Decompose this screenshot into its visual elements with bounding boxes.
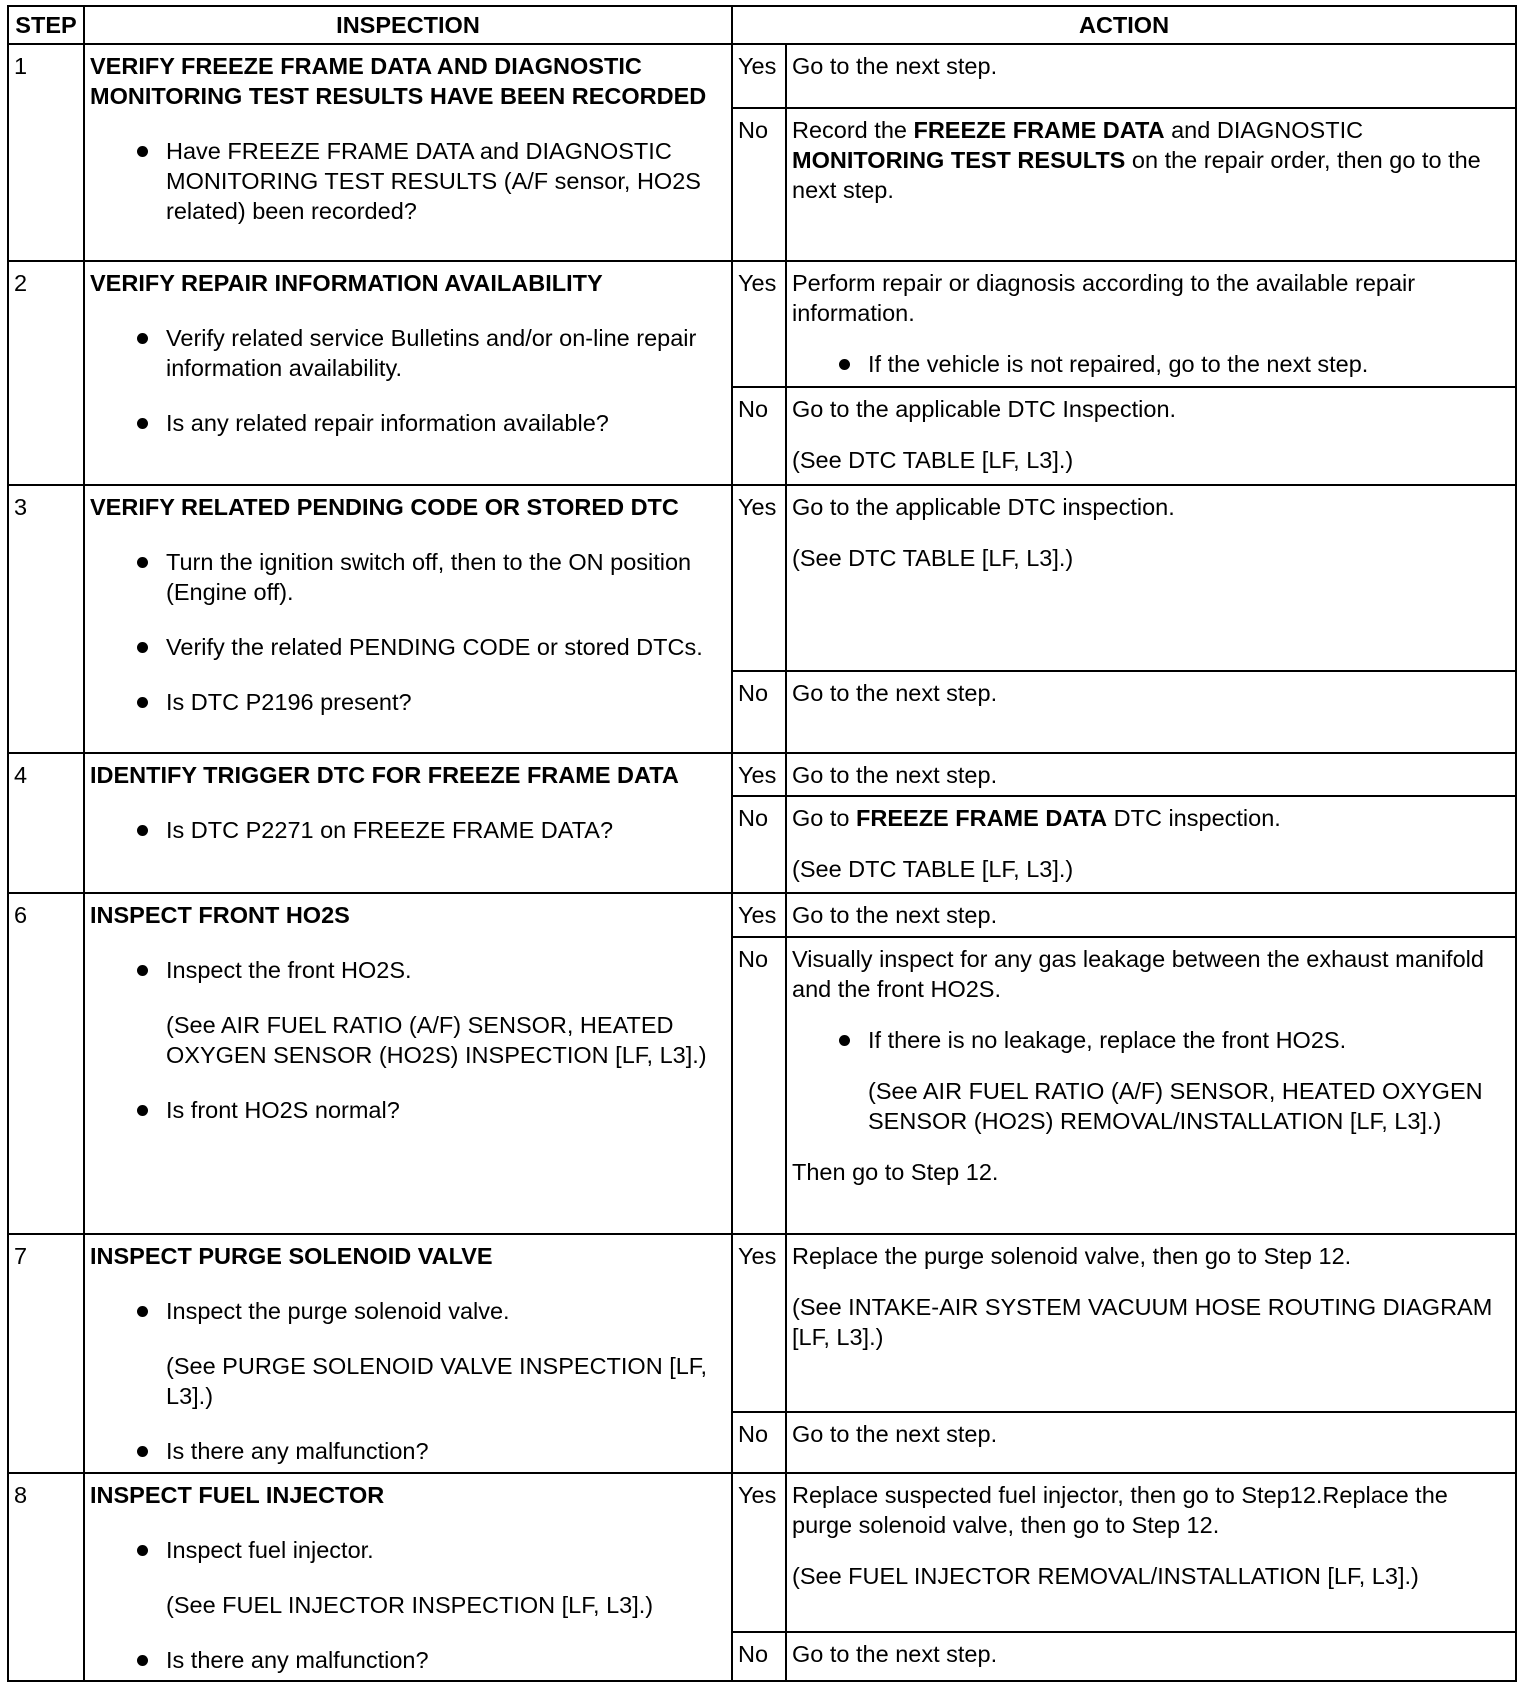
action-text-bold: FREEZE FRAME DATA bbox=[856, 805, 1108, 831]
yes-action bbox=[786, 1234, 1516, 1412]
yes-label: Yes bbox=[732, 44, 786, 108]
step-number: 3 bbox=[8, 485, 84, 753]
inspection-title: VERIFY RELATED PENDING CODE OR STORED DTC bbox=[90, 494, 679, 520]
inspection-title: INSPECT FRONT HO2S bbox=[90, 902, 350, 928]
see-reference: (See FUEL INJECTOR INSPECTION [LF, L3].) bbox=[166, 1592, 654, 1618]
see-reference: (See INTAKE-AIR SYSTEM VACUUM HOSE ROUTING DIAGRAM [LF, L3].) bbox=[792, 1294, 1493, 1350]
inspection-bullet: Is DTC P2271 on FREEZE FRAME DATA? bbox=[90, 815, 726, 845]
inspection-bullet: Is DTC P2196 present? bbox=[90, 687, 726, 717]
table-row bbox=[8, 485, 1516, 671]
action-text: DTC inspection. bbox=[1107, 805, 1281, 831]
inspection-title: INSPECT FUEL INJECTOR bbox=[90, 1482, 385, 1508]
no-label: No bbox=[732, 1412, 786, 1473]
inspection-cell bbox=[84, 1473, 732, 1681]
action-text: Record the bbox=[792, 117, 914, 143]
table-row bbox=[8, 261, 1516, 387]
yes-label: Yes bbox=[732, 261, 786, 387]
action-text: Go to the applicable DTC Inspection. bbox=[792, 396, 1177, 422]
yes-action bbox=[786, 753, 1516, 796]
see-reference: (See DTC TABLE [LF, L3].) bbox=[792, 447, 1074, 473]
inspection-title: IDENTIFY TRIGGER DTC FOR FREEZE FRAME DATA bbox=[90, 762, 679, 788]
yes-action bbox=[786, 893, 1516, 937]
action-text: Go to bbox=[792, 805, 857, 831]
action-text: Visually inspect for any gas leakage between the exhaust manifold and the front HO2S. bbox=[792, 946, 1484, 1002]
action-text: Replace suspected fuel injector, then go to Step12.Replace the purge solenoid valve, then go to Step 12. bbox=[792, 1482, 1448, 1538]
table-row bbox=[8, 44, 1516, 108]
inspection-cell bbox=[84, 1234, 732, 1473]
action-bullet: If the vehicle is not repaired, go to the next step. bbox=[792, 349, 1510, 379]
yes-action bbox=[786, 1473, 1516, 1632]
no-label: No bbox=[732, 108, 786, 261]
step-number: 2 bbox=[8, 261, 84, 485]
see-reference: (See DTC TABLE [LF, L3].) bbox=[792, 856, 1074, 882]
step-column-header: STEP bbox=[8, 6, 84, 44]
inspection-bullet: Turn the ignition switch off, then to the ON position (Engine off). bbox=[90, 547, 726, 607]
yes-label: Yes bbox=[732, 753, 786, 796]
inspection-bullet: Verify related service Bulletins and/or on-line repair information availability. bbox=[90, 323, 726, 383]
no-action bbox=[786, 108, 1516, 261]
no-label: No bbox=[732, 937, 786, 1234]
inspection-bullet: Have FREEZE FRAME DATA and DIAGNOSTIC MONITORING TEST RESULTS (A/F sensor, HO2S related) been recorded? bbox=[90, 136, 726, 226]
inspection-bullet: Is any related repair information available? bbox=[90, 408, 726, 438]
see-reference: (See AIR FUEL RATIO (A/F) SENSOR, HEATED OXYGEN SENSOR (HO2S) INSPECTION [LF, L3].) bbox=[166, 1012, 707, 1068]
inspection-bullet: Inspect the front HO2S. bbox=[90, 955, 726, 985]
action-text: Go to the next step. bbox=[792, 680, 998, 706]
diagnostic-table bbox=[7, 5, 1517, 1682]
step-number: 4 bbox=[8, 753, 84, 893]
see-reference: (See AIR FUEL RATIO (A/F) SENSOR, HEATED OXYGEN SENSOR (HO2S) REMOVAL/INSTALLATION [LF, L3].) bbox=[868, 1078, 1483, 1134]
action-text-bold: MONITORING TEST RESULTS bbox=[792, 147, 1126, 173]
yes-label: Yes bbox=[732, 1234, 786, 1412]
no-action bbox=[786, 796, 1516, 893]
step-number: 8 bbox=[8, 1473, 84, 1681]
inspection-cell bbox=[84, 893, 732, 1234]
table-row bbox=[8, 893, 1516, 937]
no-label: No bbox=[732, 1632, 786, 1681]
yes-action bbox=[786, 44, 1516, 108]
see-reference: (See PURGE SOLENOID VALVE INSPECTION [LF, L3].) bbox=[166, 1353, 708, 1409]
no-action bbox=[786, 1412, 1516, 1473]
see-reference: (See DTC TABLE [LF, L3].) bbox=[792, 545, 1074, 571]
inspection-cell bbox=[84, 261, 732, 485]
yes-label: Yes bbox=[732, 485, 786, 671]
step-number: 7 bbox=[8, 1234, 84, 1473]
action-text: Go to the next step. bbox=[792, 762, 998, 788]
yes-action bbox=[786, 485, 1516, 671]
inspection-bullet: Verify the related PENDING CODE or stored DTCs. bbox=[90, 632, 726, 662]
yes-label: Yes bbox=[732, 893, 786, 937]
action-text: on the repair order, then go to the next step. bbox=[792, 147, 1481, 203]
table-row bbox=[8, 1234, 1516, 1412]
action-text: Go to the next step. bbox=[792, 1421, 998, 1447]
inspection-column-header: INSPECTION bbox=[84, 6, 732, 44]
action-bullet: If there is no leakage, replace the front HO2S. bbox=[792, 1025, 1510, 1055]
see-reference: (See FUEL INJECTOR REMOVAL/INSTALLATION [LF, L3].) bbox=[792, 1563, 1419, 1589]
inspection-title: INSPECT PURGE SOLENOID VALVE bbox=[90, 1243, 493, 1269]
action-text: Perform repair or diagnosis according to the available repair information. bbox=[792, 270, 1416, 326]
no-label: No bbox=[732, 796, 786, 893]
inspection-bullet: Inspect the purge solenoid valve. bbox=[90, 1296, 726, 1326]
action-text: Replace the purge solenoid valve, then go to Step 12. bbox=[792, 1243, 1352, 1269]
inspection-bullet: Is front HO2S normal? bbox=[90, 1095, 726, 1125]
table-header-row bbox=[8, 6, 1516, 44]
no-label: No bbox=[732, 387, 786, 485]
table-row bbox=[8, 753, 1516, 796]
action-text: Then go to Step 12. bbox=[792, 1159, 999, 1185]
inspection-cell bbox=[84, 753, 732, 893]
yes-label: Yes bbox=[732, 1473, 786, 1632]
inspection-title: VERIFY FREEZE FRAME DATA AND DIAGNOSTIC MONITORING TEST RESULTS HAVE BEEN RECORDED bbox=[90, 53, 707, 109]
inspection-title: VERIFY REPAIR INFORMATION AVAILABILITY bbox=[90, 270, 603, 296]
no-action bbox=[786, 937, 1516, 1234]
action-text-bold: FREEZE FRAME DATA bbox=[913, 117, 1165, 143]
no-label: No bbox=[732, 671, 786, 753]
yes-action bbox=[786, 261, 1516, 387]
action-text: Go to the next step. bbox=[792, 1640, 998, 1667]
table-row bbox=[8, 1473, 1516, 1632]
step-number: 1 bbox=[8, 44, 84, 261]
no-action bbox=[786, 387, 1516, 485]
diagnostic-procedure-page bbox=[7, 5, 1515, 1682]
action-text: and DIAGNOSTIC bbox=[1164, 117, 1364, 143]
inspection-cell bbox=[84, 485, 732, 753]
action-text: Go to the next step. bbox=[792, 53, 998, 79]
action-text: Go to the applicable DTC inspection. bbox=[792, 494, 1175, 520]
action-text: Go to the next step. bbox=[792, 902, 998, 928]
action-column-header: ACTION bbox=[732, 6, 1516, 44]
inspection-bullet: Inspect fuel injector. bbox=[90, 1535, 726, 1565]
inspection-bullet: Is there any malfunction? bbox=[90, 1645, 726, 1675]
step-number: 6 bbox=[8, 893, 84, 1234]
inspection-cell bbox=[84, 44, 732, 261]
no-action bbox=[786, 1632, 1516, 1681]
no-action bbox=[786, 671, 1516, 753]
inspection-bullet: Is there any malfunction? bbox=[90, 1436, 726, 1466]
